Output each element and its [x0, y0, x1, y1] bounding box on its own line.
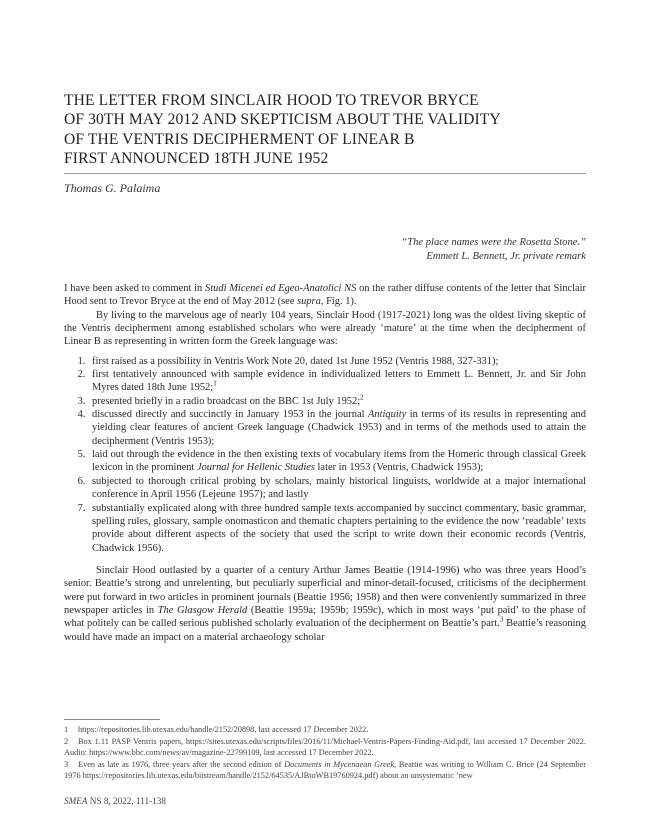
- footnote-number: 1: [64, 725, 69, 734]
- text-run: (Beattie 1959a; 1959b; 1959c), which in most ways ‘put paid’ to the phase of what politely can be called serious published scholarly evaluation of the decipherment on Beattie’s part.: [64, 604, 587, 630]
- text-run: discussed directly and succinctly in January 1953 in the journal: [92, 409, 368, 421]
- footnote-ref[interactable]: 2: [360, 393, 364, 402]
- footnote-text: , Beattie was writing to William C. Brice (24 September 1976 https://repositories.lib.utexas.edu/bitstream/handle/2152/64535/AJBtoWB19760924.pdf) about an unsystematic ‘new: [64, 760, 586, 781]
- footnote-text: https://repositories.lib.utexas.edu/handle/2152/20898, last accessed 17 December 2022.: [78, 725, 369, 734]
- text-run: later in 1953 (Ventris, Chadwick 1953);: [314, 462, 484, 474]
- epigraph-attribution: Emmett L. Bennett, Jr. private remark: [426, 251, 586, 262]
- title-line: FIRST ANNOUNCED 18TH JUNE 1952: [64, 150, 329, 168]
- footnote-number: 3: [64, 760, 69, 770]
- journal-abbrev: SMEA: [64, 796, 88, 806]
- list-item: [88, 395, 586, 408]
- decipherment-stages-list: [64, 355, 586, 555]
- title-divider: [64, 173, 586, 174]
- title-line: OF THE VENTRIS DECIPHERMENT OF LINEAR B: [64, 130, 415, 148]
- footnote: [64, 724, 586, 735]
- footnote-divider: [64, 719, 160, 720]
- author-name: Thomas G. Palaima: [64, 181, 161, 195]
- journal-name: Antiquity: [367, 409, 407, 421]
- list-item: [88, 368, 586, 395]
- paragraph: [64, 564, 586, 644]
- footnote: [64, 759, 586, 781]
- article-body: [64, 282, 586, 644]
- text-run: on the rather diffuse contents of the letter that Sinclair Hood sent to Trevor Bryce at the end of May 2012 (see: [64, 283, 586, 308]
- text-run: laid out through the evidence in the then existing texts of vocabulary items from the Homeric through classical Greek lexicon in the prominent: [92, 449, 586, 474]
- list-item: [88, 448, 586, 475]
- text-run-italic: supra: [297, 296, 321, 308]
- journal-name: Journal for Hellenic Studies: [196, 462, 315, 474]
- journal-name: The Glasgow Herald: [157, 604, 248, 616]
- list-item: 1. first raised as a possibility in Ventris Work Note 20, dated 1st June 1952 (Ventris 1988, 327-331);: [88, 355, 586, 368]
- intro-paragraph: [64, 282, 586, 309]
- article-title: [64, 91, 586, 169]
- journal-volume-pages: NS 8, 2022, 111-138: [87, 796, 166, 806]
- epigraph-quote: “The place names were the Rosetta Stone.”: [401, 237, 586, 248]
- journal-name: Studi Micenei ed Egeo-Anatolici NS: [205, 283, 357, 294]
- text-run: , Fig. 1).: [320, 296, 357, 308]
- footnote: [64, 736, 586, 758]
- title-line: THE LETTER FROM SINCLAIR HOOD TO TREVOR BRYCE: [64, 92, 479, 109]
- list-item: 7. substantially explicated along with three hundred sample texts accompanied by succinct commentary, basic grammar, spelling rules, glossary, sample onomasticon and thematic chapters pertaining to the evidence the now ‘readable’ texts provide about different aspects of the society that used the script to write down their economic records (Ventris, Chadwick 1956).: [88, 502, 586, 555]
- paragraph: By living to the marvelous age of nearly 104 years, Sinclair Hood (1917-2021) long was the oldest living skeptic of the Ventris decipherment among established scholars who were already ‘mature’ at the time when the decipherment of Linear B as representing in written form the Greek language was:: [64, 309, 586, 348]
- list-item: 6. subjected to thorough critical probing by scholars, mainly historical linguists, worldwide at a major international conference in April 1956 (Lejeune 1957); and lastly: [88, 475, 586, 502]
- journal-citation: [64, 796, 166, 806]
- footnote-number: 2: [64, 737, 69, 747]
- footnotes: [64, 724, 586, 782]
- text-run: presented briefly in a radio broadcast on the BBC 1st July 1952;: [92, 395, 361, 407]
- epigraph: [401, 236, 586, 264]
- text-run: Beattie’s reasoning would have made an impact on a material archaeology scholar: [64, 618, 586, 643]
- title-line: OF 30TH MAY 2012 AND SKEPTICISM ABOUT THE VALIDITY: [64, 111, 501, 129]
- book-title: Documents in Mycenaean Greek: [284, 760, 395, 770]
- text-run: I have been asked to comment in: [64, 283, 206, 294]
- text-run: in terms of its results in representing and yielding clear features of ancient Greek language (Chadwick 1953) and in terms of the methods used to attain the decipherment (Ventris 1953);: [92, 409, 586, 447]
- text-run: first tentatively announced with sample evidence in individualized letters to Emmett L. Bennett, Jr. and Sir John Myres dated 18th June 1952;: [92, 369, 586, 394]
- text-run: Sinclair Hood outlasted by a quarter of a century Arthur James Beattie (1914-1996) who was three years Hood’s senior. Beattie’s strong and unrelenting, but peculiarly superficial and minor-detail-focused, criticisms of the decipherment were put forward in two articles in prominent journals (Beattie 1956; 1958) and then were conveniently summarized in three newspaper articles in: [64, 564, 586, 616]
- footnote-ref[interactable]: 1: [213, 379, 217, 388]
- footnote-text: Even as late as 1976, three years after the second edition of: [78, 760, 285, 770]
- list-item: [88, 408, 586, 448]
- footnote-ref[interactable]: 3: [499, 615, 504, 624]
- footnote-text: Box 1.11 PASP Ventris papers, https://sites.utexas.edu/scripts/files/2016/11/Michael-Ventris-Papers-Finding-Aid.pdf, last accessed 17 December 2022. Audio: https://www.bbc.com/news/av/magazine-22799109, last accessed 17 December 2022.: [64, 737, 586, 758]
